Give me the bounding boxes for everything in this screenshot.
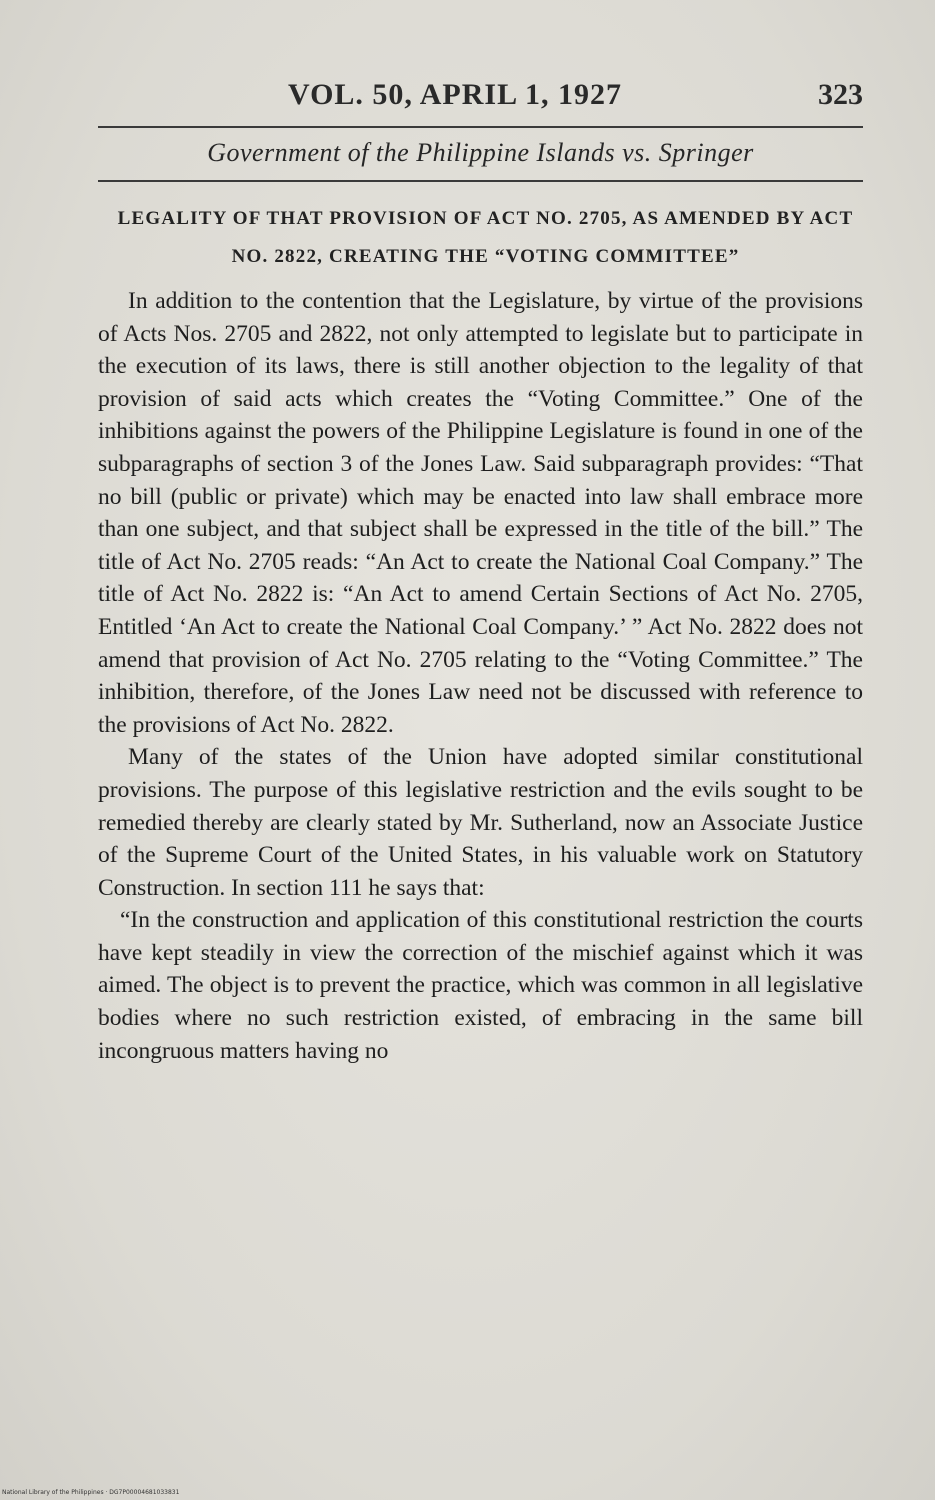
scan-footer: National Library of the Philippines · DG7P00004681033831: [2, 1489, 180, 1496]
header-rule-top: [98, 126, 863, 128]
paragraph-quote: “In the construction and application of this constitutional restriction the courts have kept steadily in view the correction of the mischief against which it was aimed. The object is to prevent the practice, which was common in all legislative bodies where no such restriction existed, of embracing in the same bill incongruous matters having no: [98, 907, 863, 1064]
paragraph-2: Many of the states of the Union have adopted similar constitutional provisions. The purpose of this legislative restriction and the evils sought to be remedied thereby are clearly stated by Mr. Sutherland, now an Associate Justice of the Supreme Court of the United States, in his valuable work on Statutory Construction. In section 111 he says that:: [98, 744, 863, 901]
running-head: VOL. 50, APRIL 1, 1927: [288, 78, 622, 111]
header-rule-bottom: [98, 180, 863, 182]
body-text: [98, 285, 863, 1067]
case-title: Government of the Philippine Islands vs. Springer: [207, 138, 754, 167]
paragraph-1: In addition to the contention that the Legislature, by virtue of the provisions of Acts Nos. 2705 and 2822, not only attempted to legislate but to participate in the execution of its laws, there is still another objection to the legality of that provision of said acts which creates the “Voting Committee.” One of the inhibitions against the powers of the Philippine Legislature is found in one of the subparagraphs of section 3 of the Jones Law. Said subparagraph provides: “That no bill (public or private) which may be enacted into law shall embrace more than one subject, and that subject shall be expressed in the title of the bill.” The title of Act No. 2705 reads: “An Act to create the National Coal Company.” The title of Act No. 2822 is: “An Act to amend Certain Sections of Act No. 2705, Entitled ‘An Act to create the National Coal Company.’ ” Act No. 2822 does not amend that provision of Act No. 2705 relating to the “Voting Committee.” The inhibition, therefore, of the Jones Law need not be discussed with reference to the provisions of Act No. 2822.: [98, 288, 863, 738]
page-number: 323: [818, 78, 863, 111]
section-heading: LEGALITY OF THAT PROVISION OF ACT NO. 2705, AS AMENDED BY ACT NO. 2822, CREATING THE “VOTING COMMITTEE”: [117, 208, 854, 267]
page-header: [98, 78, 863, 118]
